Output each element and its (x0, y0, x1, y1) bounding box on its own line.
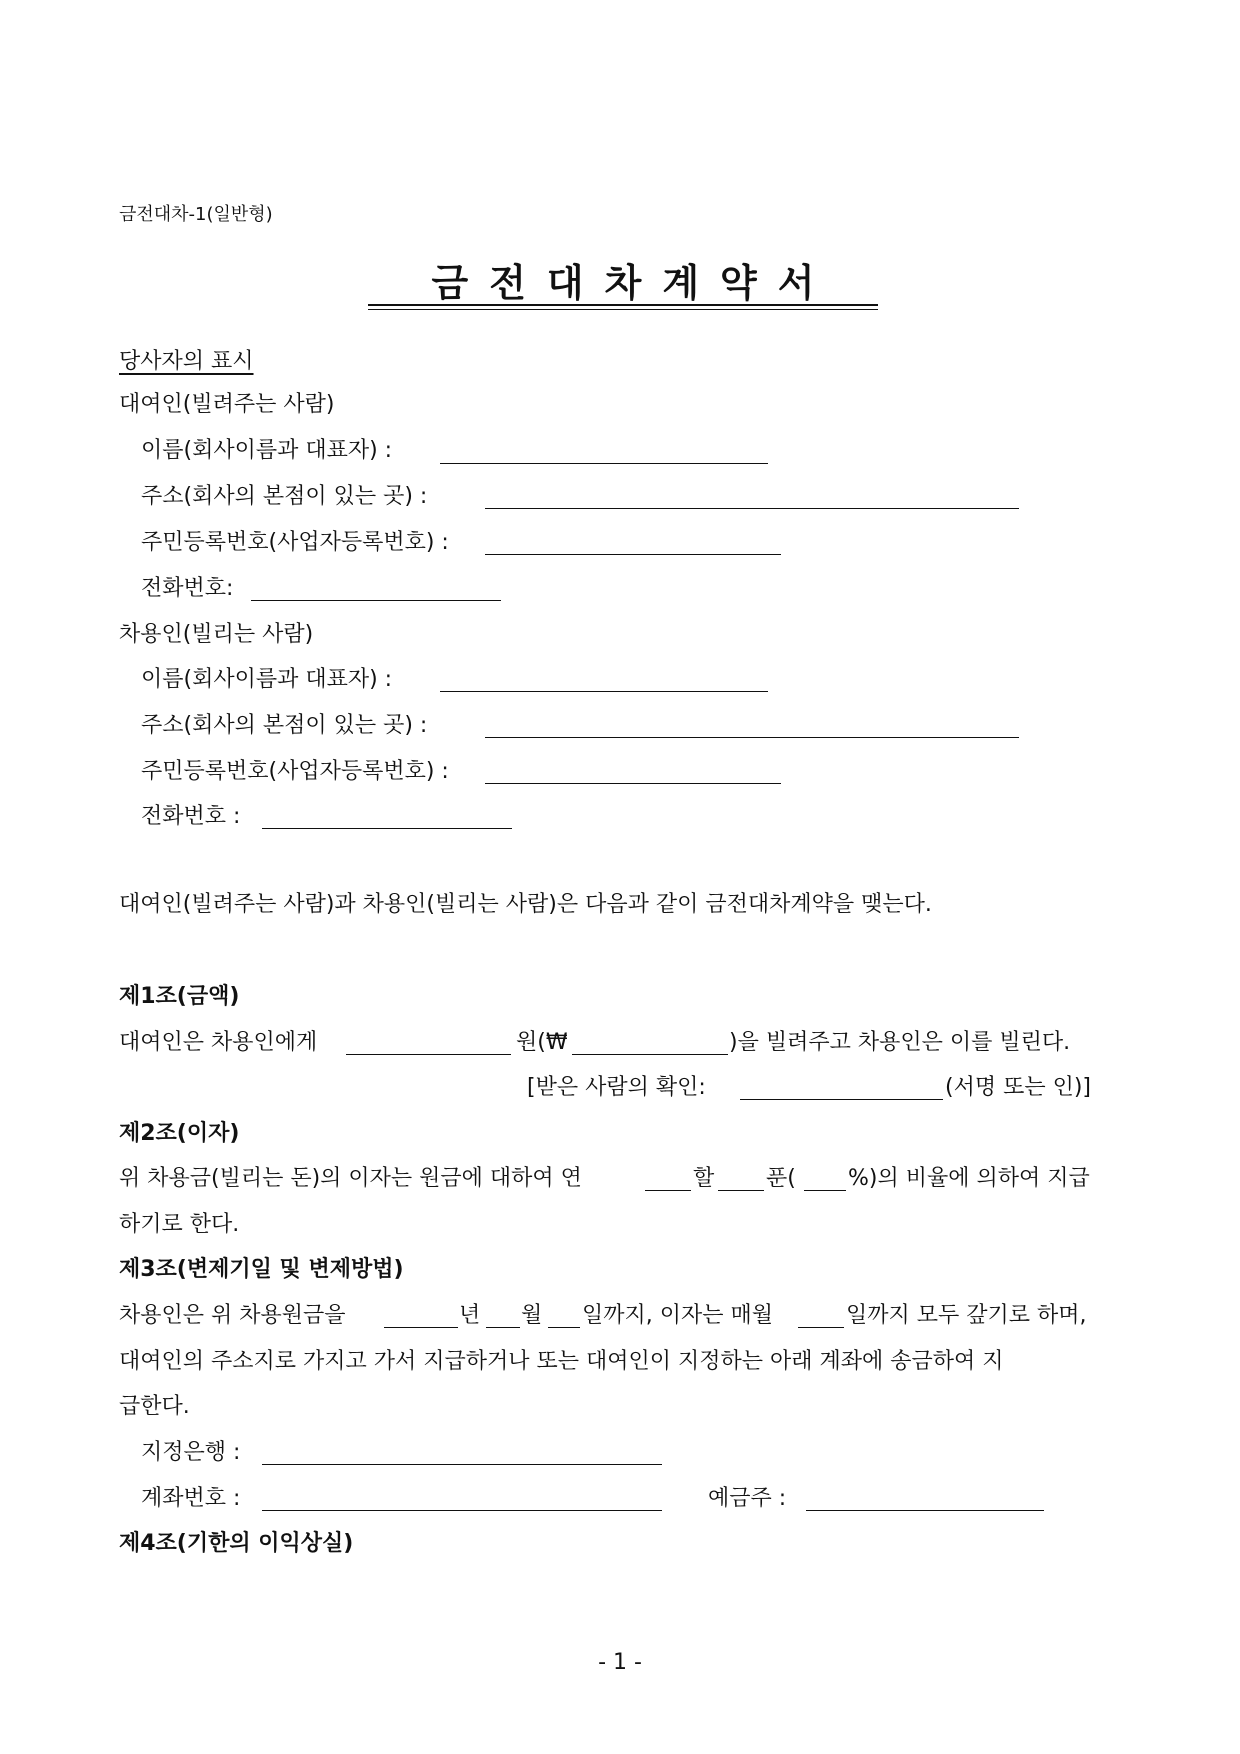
repay-month-field[interactable] (486, 1327, 520, 1328)
repay-day-field[interactable] (548, 1327, 580, 1328)
page-number: - 1 - (598, 1650, 642, 1675)
article1-text-b: 원(₩ (516, 1030, 568, 1055)
account-holder-field[interactable] (806, 1510, 1044, 1511)
borrower-name-field[interactable] (440, 691, 768, 692)
article3-text-d: 일까지, 이자는 매월 (582, 1303, 773, 1328)
article2-text-b: 할 (693, 1166, 715, 1191)
account-number-label: 계좌번호 : (141, 1486, 241, 1511)
article3-text-f: 대여인의 주소지로 가지고 가서 지급하거나 또는 대여인이 지정하는 아래 계좌에 송금하여 지 (119, 1349, 1004, 1374)
title-underline-thin (368, 309, 878, 310)
borrower-address-label: 주소(회사의 본점이 있는 곳) : (141, 713, 428, 738)
lender-id-field[interactable] (485, 554, 781, 555)
article1-heading: 제1조(금액) (119, 984, 240, 1009)
article2-text-e: 하기로 한다. (119, 1212, 240, 1237)
article3-text-b: 년 (459, 1303, 481, 1328)
lender-name-label: 이름(회사이름과 대표자) : (141, 438, 393, 463)
borrower-phone-label: 전화번호 : (141, 804, 241, 829)
article3-heading: 제3조(변제기일 및 변제방법) (119, 1257, 404, 1282)
title-underline (368, 304, 878, 306)
parties-heading: 당사자의 표시 (119, 349, 254, 374)
article3-text-c: 월 (521, 1303, 543, 1328)
bank-label: 지정은행 : (141, 1440, 241, 1465)
borrower-address-field[interactable] (485, 737, 1019, 738)
lender-id-label: 주민등록번호(사업자등록번호) : (141, 530, 449, 555)
receipt-signature-field[interactable] (740, 1099, 943, 1100)
lender-label: 대여인(빌려주는 사람) (119, 392, 335, 417)
interest-percent-field[interactable] (804, 1190, 846, 1191)
receipt-confirm-label: [받은 사람의 확인: (527, 1075, 706, 1100)
repay-year-field[interactable] (384, 1327, 458, 1328)
lender-address-label: 주소(회사의 본점이 있는 곳) : (141, 484, 428, 509)
borrower-name-label: 이름(회사이름과 대표자) : (141, 667, 393, 692)
interest-monthly-day-field[interactable] (798, 1327, 844, 1328)
account-number-field[interactable] (262, 1510, 662, 1511)
lender-phone-label: 전화번호: (141, 576, 234, 601)
bank-field[interactable] (262, 1464, 662, 1465)
lender-name-field[interactable] (440, 463, 768, 464)
article1-text-c: )을 빌려주고 차용인은 이를 빌린다. (729, 1030, 1071, 1055)
article2-text-a: 위 차용금(빌리는 돈)의 이자는 원금에 대하여 연 (119, 1166, 582, 1191)
interest-pun-field[interactable] (718, 1190, 764, 1191)
account-holder-label: 예금주 : (708, 1486, 787, 1511)
article2-text-d: %)의 비율에 의하여 지급 (848, 1166, 1090, 1191)
loan-amount-figure-field[interactable] (572, 1054, 728, 1055)
borrower-phone-field[interactable] (262, 828, 512, 829)
article2-heading: 제2조(이자) (119, 1121, 240, 1146)
article3-text-g: 급한다. (119, 1394, 190, 1419)
loan-amount-won-field[interactable] (346, 1054, 511, 1055)
lender-address-field[interactable] (485, 508, 1019, 509)
article2-text-c: 푼( (766, 1166, 796, 1191)
lender-phone-field[interactable] (251, 600, 501, 601)
article1-text-a: 대여인은 차용인에게 (119, 1030, 318, 1055)
borrower-id-field[interactable] (485, 783, 781, 784)
document-title: 금전대차계약서 (431, 261, 836, 305)
contract-intro: 대여인(빌려주는 사람)과 차용인(빌리는 사람)은 다음과 같이 금전대차계약을 맺는다. (119, 892, 932, 917)
borrower-label: 차용인(빌리는 사람) (119, 622, 314, 647)
receipt-confirm-suffix: (서명 또는 인)] (945, 1075, 1091, 1100)
document-code: 금전대차-1(일반형) (119, 204, 273, 225)
interest-hal-field[interactable] (645, 1190, 691, 1191)
borrower-id-label: 주민등록번호(사업자등록번호) : (141, 759, 449, 784)
article4-heading: 제4조(기한의 이익상실) (119, 1531, 354, 1556)
article3-text-a: 차용인은 위 차용원금을 (119, 1303, 346, 1328)
article3-text-e: 일까지 모두 갚기로 하며, (846, 1303, 1087, 1328)
